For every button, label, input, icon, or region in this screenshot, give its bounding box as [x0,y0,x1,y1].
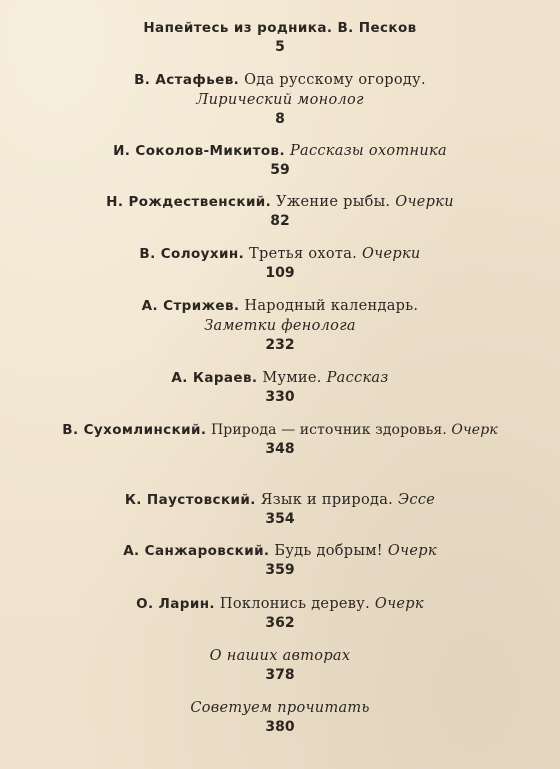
entry-genre: Рассказы охотника [289,143,447,159]
toc-entry-strizhev [0,296,560,354]
page-number: 5 [275,39,285,55]
page-number: 380 [265,719,295,735]
entry-author: А. Стрижев. [141,298,240,314]
page-number: 348 [265,441,295,457]
toc-entry-recommended-reading [0,698,560,736]
toc-entry-about-authors [0,646,560,684]
toc-entry-karaev [0,368,560,406]
entry-genre: Очерк [387,543,437,559]
entry-genre: Рассказ [326,370,389,386]
entry-title: Поклонись дереву. [219,596,370,612]
entry-author: А. Санжаровский. [123,543,270,559]
entry-title: Природа — источник здоровья. [210,422,447,438]
toc-entry-sokolov-mikitov [0,141,560,179]
entry-title: Язык и природа. [260,492,394,508]
toc-entry-sanzharovsky [0,541,560,579]
page-number: 362 [265,615,295,631]
entry-title: Ужение рыбы. [276,194,391,210]
toc-entry-soloukhin [0,244,560,282]
entry-genre: Советуем прочитать [190,700,370,716]
page-number: 8 [275,111,285,127]
toc-entry-peskov [0,18,560,56]
toc-entry-rozhdestvensky [0,192,560,230]
entry-title: Третья охота. [249,246,358,262]
entry-author: В. Астафьев. [134,72,240,88]
entry-author: И. Соколов-Микитов. [113,143,286,159]
toc-entry-paustovsky [0,490,560,528]
entry-title: Народный календарь. [244,298,419,314]
entry-author: К. Паустовский. [124,492,256,508]
entry-author: Н. Рождественский. [106,194,272,210]
toc-entry-astafiev [0,70,560,128]
toc-entry-sukhomlinsky [0,420,560,458]
entry-author: В. Сухомлинский. [62,422,207,438]
entry-title: Мумие. [262,370,322,386]
page-number: 59 [270,162,290,178]
entry-genre: Очерки [361,246,421,262]
entry-genre: Заметки фенолога [204,318,356,334]
entry-genre: Очерки [395,194,454,210]
entry-genre: О наших авторах [209,648,351,664]
entry-genre: Лирический монолог [196,92,364,108]
toc-entry-larin [0,594,560,632]
entry-author: О. Ларин. [136,596,215,612]
page-number: 109 [265,265,295,281]
entry-title: Ода русскому огороду. [244,72,426,88]
entry-title: Напейтесь из родника. В. Песков [143,20,417,36]
entry-genre: Эссе [398,492,436,508]
entry-genre: Очерк [451,422,498,438]
entry-author: В. Солоухин. [139,246,245,262]
page-number: 354 [265,511,295,527]
entry-author: А. Караев. [171,370,258,386]
page-number: 359 [265,562,295,578]
entry-title: Будь добрым! [274,543,383,559]
page-number: 378 [265,667,295,683]
page-number: 232 [265,337,295,353]
page-number: 82 [270,213,290,229]
page-number: 330 [265,389,295,405]
entry-genre: Очерк [374,596,424,612]
